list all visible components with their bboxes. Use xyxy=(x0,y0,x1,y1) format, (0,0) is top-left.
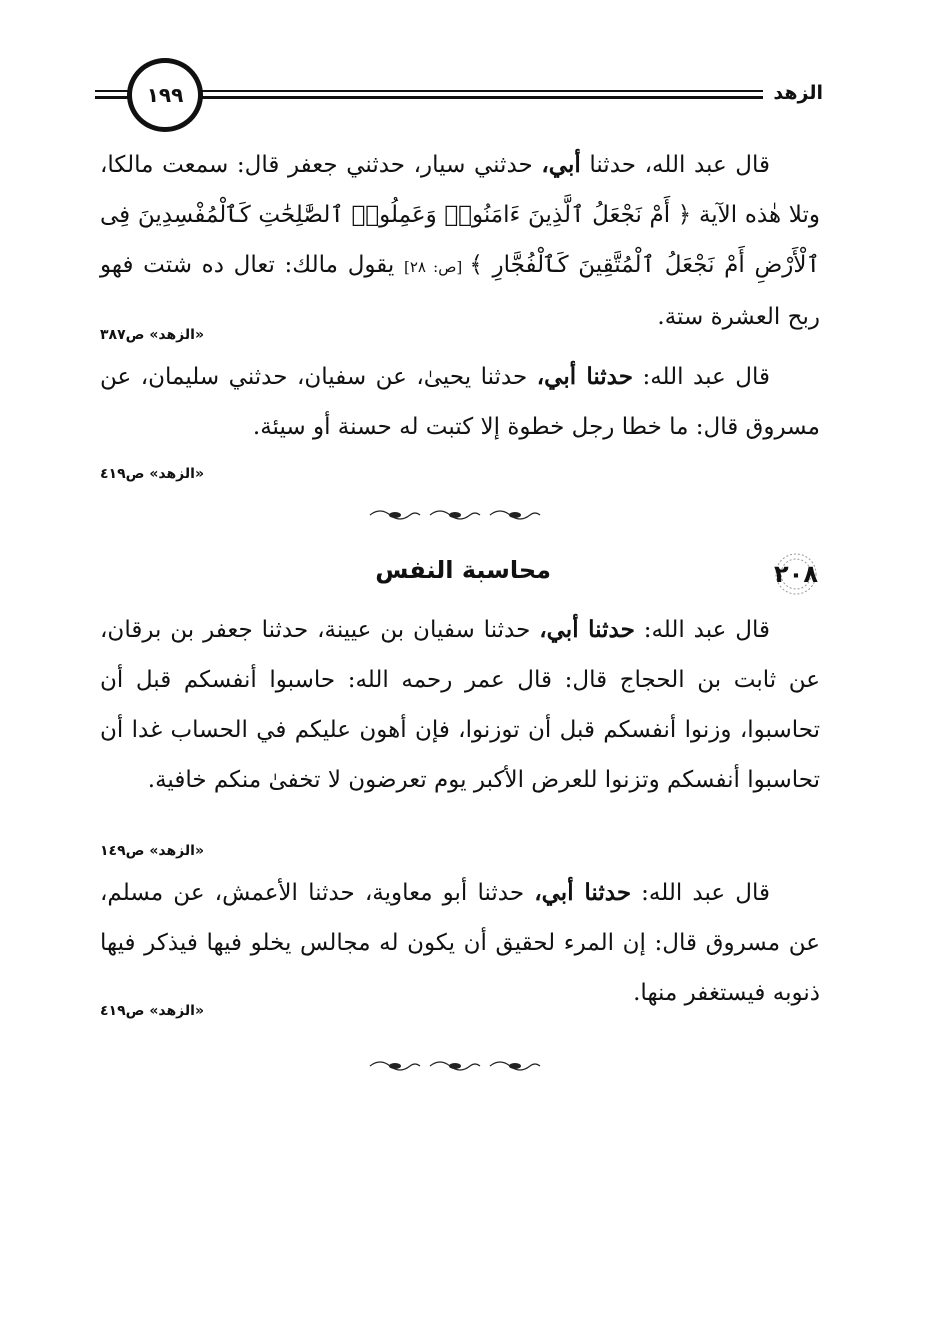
hadith-intro: قال عبد الله: xyxy=(632,364,770,390)
section-paragraph-2 xyxy=(100,868,820,1018)
source-citation: «الزهد» ص٤١٩ xyxy=(100,466,204,482)
hadith-text: حدثنا يحيىٰ، عن سفيان، حدثني سليمان، عن مسروق قال: ما خطا رجل خطوة إلا كتبت له حسنة أو سيئة. xyxy=(100,364,820,440)
hadith-intro: قال عبد الله: xyxy=(631,880,770,906)
page-number: ١٩٩ xyxy=(127,58,203,132)
hadith-text: حدثنا سفيان بن عيينة، حدثنا جعفر بن برقان، عن ثابت بن الحجاج قال: قال عمر رحمه الله: حاسبوا أنفسكم قبل أن تحاسبوا، وزنوا أنفسكم قبل أن توزنوا، فإن أهون عليكم في الحساب غدا أن تحاسبوا أنفسكم وتزنوا للعرض الأكبر يوم تعرضون لا تخفىٰ منكم خافية. xyxy=(100,617,820,793)
section-number-text: ٢٠٨ xyxy=(774,560,818,588)
source-citation: «الزهد» ص٣٨٧ xyxy=(100,327,204,343)
source-citation: «الزهد» ص١٤٩ xyxy=(100,843,204,859)
hadith-intro: قال عبد الله: xyxy=(634,617,770,643)
hadith-paragraph-2 xyxy=(100,352,820,452)
hadith-text-continued: يقول مالك: تعال ده شتت فهو ربح العشرة ستة. xyxy=(100,252,820,330)
quran-verse: ﴿ أَمْ نَجْعَلُ ٱلَّذِينَ ءَامَنُوا۟ وَعَمِلُوا۟ ٱلصَّٰلِحَٰتِ كَٱلْمُفْسِدِينَ فِى ٱلْأَرْضِ أَمْ نَجْعَلُ ٱلْمُتَّقِينَ كَٱلْفُجَّارِ ﴾ xyxy=(100,202,820,278)
running-title: الزهد xyxy=(763,80,823,106)
narrator-bold: حدثنا أبي، xyxy=(536,363,633,390)
narrator-bold: حدثنا أبي، xyxy=(539,616,635,643)
header-rule xyxy=(95,90,823,92)
narrator-bold: أبي، xyxy=(541,151,581,178)
ornament-divider xyxy=(365,507,560,523)
section-paragraph-1 xyxy=(100,605,820,805)
source-citation: «الزهد» ص٤١٩ xyxy=(100,1003,204,1019)
section-title: محاسبة النفس xyxy=(375,556,551,584)
narrator-bold: حدثنا أبي، xyxy=(534,879,632,906)
hadith-text: حدثنا أبو معاوية، حدثنا الأعمش، عن مسلم، عن مسروق قال: إن المرء لحقيق أن يكون له مجالس يخلو فيها فيذكر فيها ذنوبه فيستغفر منها. xyxy=(100,880,820,1006)
hadith-text: حدثني سيار، حدثني جعفر قال: سمعت مالكا، وتلا هٰذه الآية xyxy=(100,152,820,228)
header-rule-thick xyxy=(95,96,823,99)
section-number xyxy=(761,552,831,596)
hadith-paragraph-1 xyxy=(100,140,820,342)
ornament-divider xyxy=(365,1058,560,1074)
hadith-intro: قال عبد الله، حدثنا xyxy=(580,152,770,178)
section-heading xyxy=(111,552,831,596)
verse-reference: [ص: ٢٨] xyxy=(404,258,470,276)
page-header xyxy=(95,58,823,138)
